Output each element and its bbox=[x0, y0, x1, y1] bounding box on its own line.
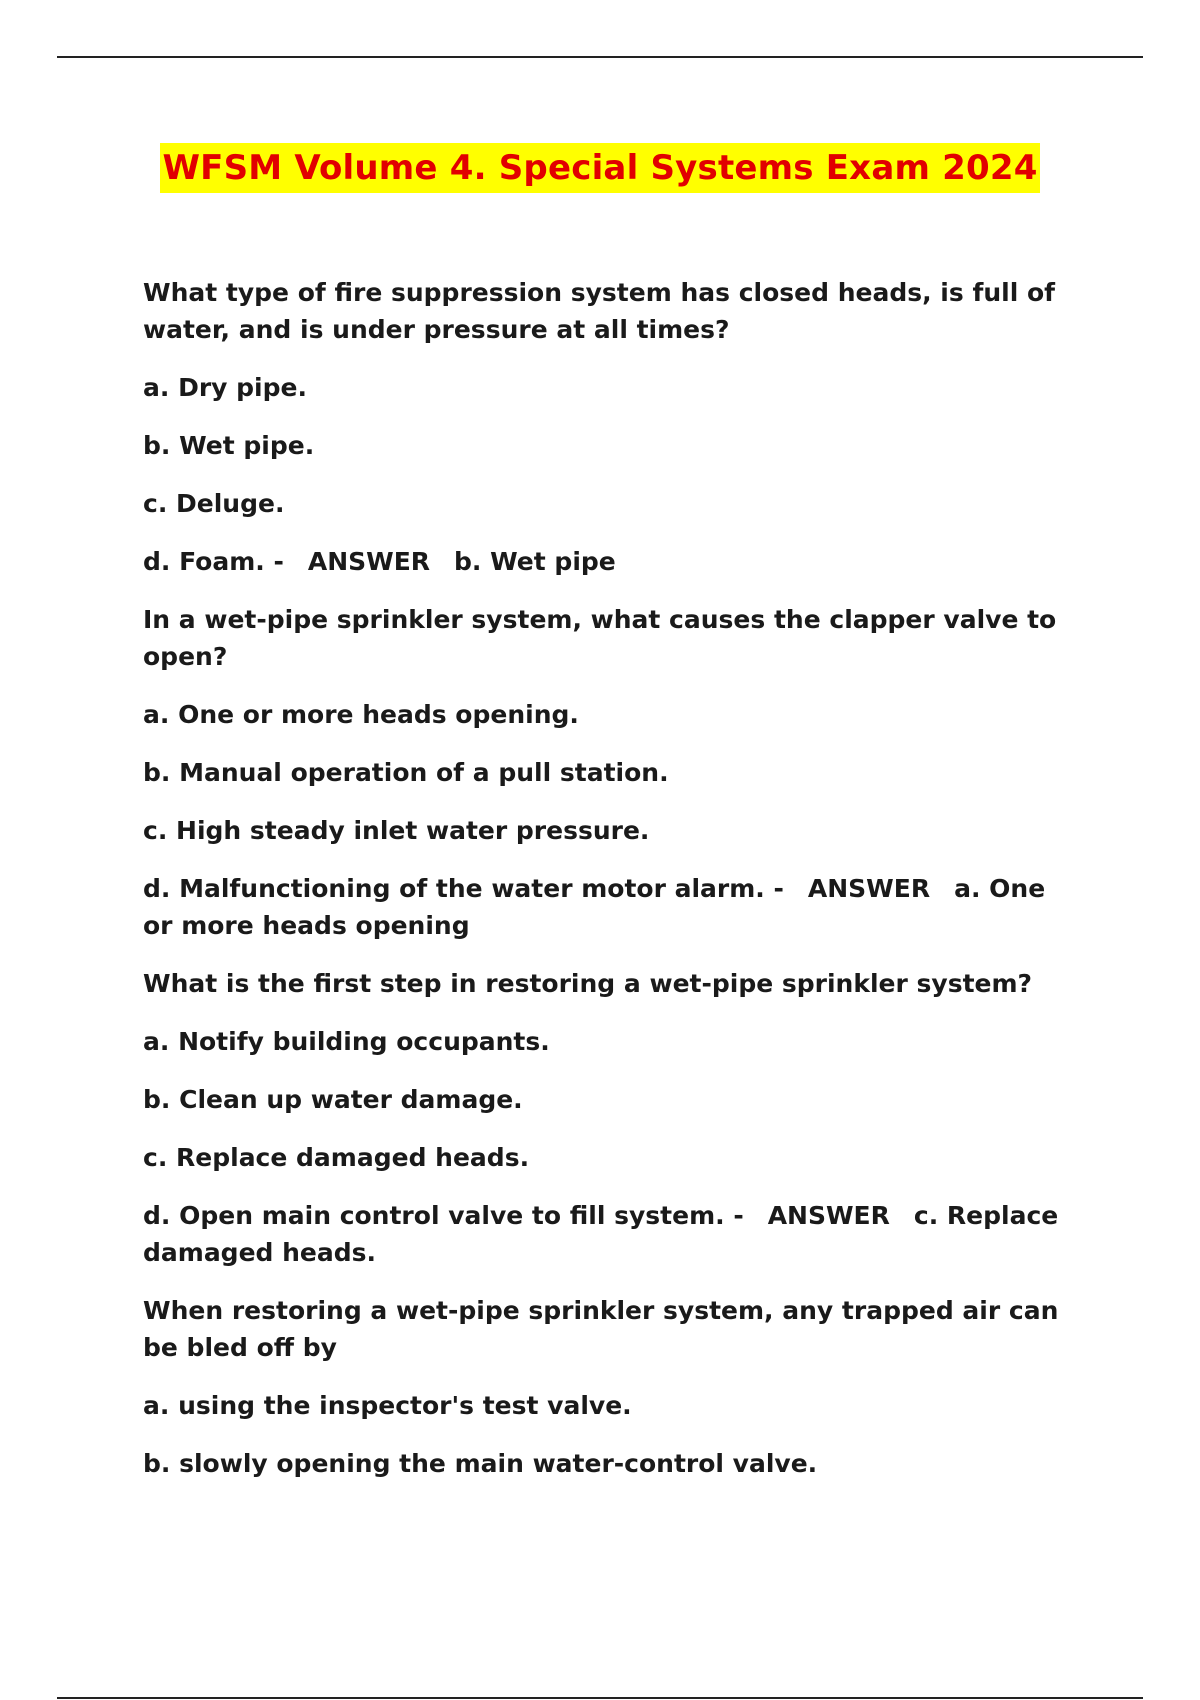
answer-option: d. Malfunctioning of the water motor alarm. - bbox=[143, 874, 784, 903]
answer-option: b. Clean up water damage. bbox=[143, 1085, 523, 1114]
document-title: WFSM Volume 4. Special Systems Exam 2024 bbox=[160, 143, 1039, 193]
answer-label: ANSWER bbox=[807, 874, 931, 903]
question-text: When restoring a wet-pipe sprinkler system, any trapped air can be bled off by bbox=[143, 1296, 1059, 1362]
question-list bbox=[143, 274, 1083, 1503]
answer-option: a. One or more heads opening. bbox=[143, 700, 579, 729]
correct-answer: b. Wet pipe bbox=[454, 547, 616, 576]
top-rule bbox=[57, 56, 1143, 58]
answer-option: b. Wet pipe. bbox=[143, 431, 315, 460]
answer-option: b. slowly opening the main water-control valve. bbox=[143, 1449, 818, 1478]
answer-option: a. Notify building occupants. bbox=[143, 1027, 550, 1056]
question-text: What is the first step in restoring a wet-pipe sprinkler system? bbox=[143, 969, 1033, 998]
answer-option: b. Manual operation of a pull station. bbox=[143, 758, 669, 787]
question-text: In a wet-pipe sprinkler system, what causes the clapper valve to open? bbox=[143, 605, 1057, 671]
answer-option: a. Dry pipe. bbox=[143, 373, 307, 402]
answer-option: c. Deluge. bbox=[143, 489, 285, 518]
answer-label: ANSWER bbox=[307, 547, 431, 576]
answer-option: a. using the inspector's test valve. bbox=[143, 1391, 632, 1420]
answer-label: ANSWER bbox=[767, 1201, 890, 1230]
answer-option: d. Open main control valve to fill system. - bbox=[143, 1201, 744, 1230]
correct-answer: a. One or more heads opening bbox=[143, 874, 1046, 940]
answer-option: c. High steady inlet water pressure. bbox=[143, 816, 650, 845]
answer-option-with-answer bbox=[143, 870, 1083, 944]
answer-option-with-answer bbox=[143, 543, 1083, 580]
title-block bbox=[0, 143, 1200, 193]
answer-option: c. Replace damaged heads. bbox=[143, 1143, 530, 1172]
answer-option-with-answer bbox=[143, 1197, 1083, 1271]
bottom-rule bbox=[57, 1697, 1143, 1699]
answer-option: d. Foam. - bbox=[143, 547, 284, 576]
correct-answer: c. Replace damaged heads. bbox=[143, 1201, 1059, 1267]
question-text: What type of fire suppression system has closed heads, is full of water, and is under pressure at all times? bbox=[143, 278, 1056, 344]
